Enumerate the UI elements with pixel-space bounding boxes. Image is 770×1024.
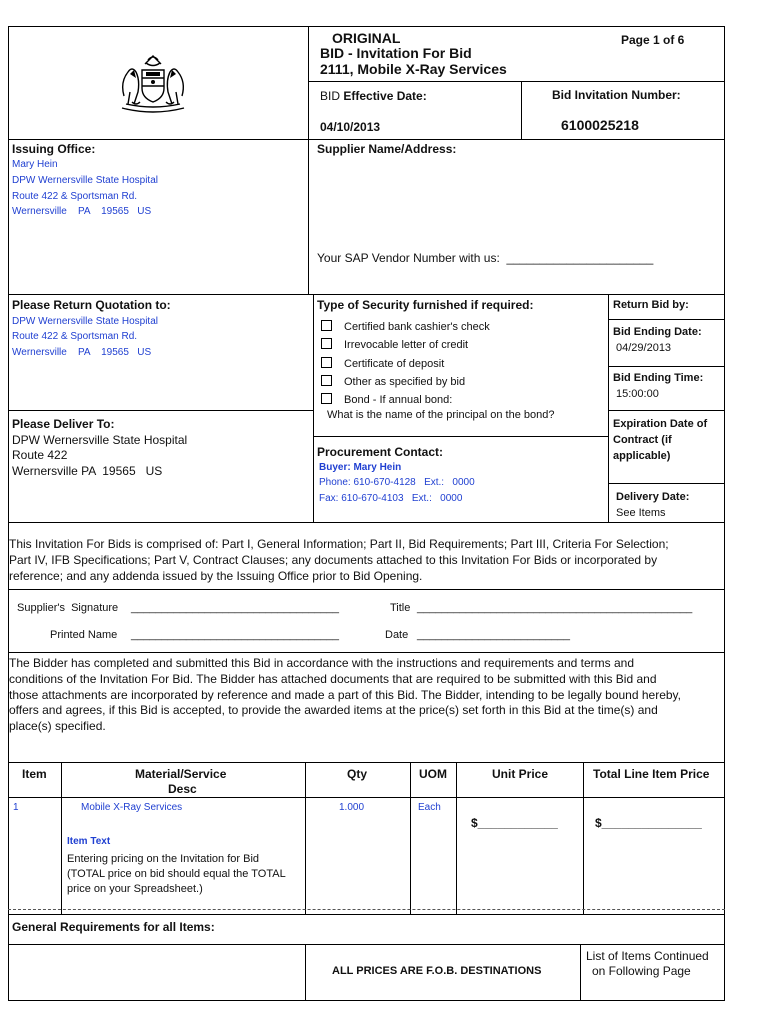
procurement-contact-label: Procurement Contact: bbox=[317, 445, 444, 459]
bid-title-line2: 2111, Mobile X-Ray Services bbox=[320, 61, 507, 77]
bid-invitation-number-label: Bid Invitation Number: bbox=[552, 88, 681, 102]
bid-effective-bold: Effective Date: bbox=[343, 89, 427, 103]
supplier-signature-label: Supplier's Signature bbox=[17, 602, 119, 614]
items-continued-note: on Following Page bbox=[592, 964, 691, 978]
security-option-label: Certified bank cashier's check bbox=[344, 321, 490, 333]
bid-title-line1: BID - Invitation For Bid bbox=[320, 45, 472, 61]
security-option-label: Other as specified by bid bbox=[344, 376, 466, 388]
general-requirements-label: General Requirements for all Items: bbox=[12, 920, 215, 934]
item-text-line: price on your Spreadsheet.) bbox=[67, 883, 203, 895]
fob-destinations-note: ALL PRICES ARE F.O.B. DESTINATIONS bbox=[332, 965, 542, 977]
expiration-date-label: Expiration Date of bbox=[613, 418, 708, 430]
item-text-line: (TOTAL price on bid should equal the TOTAL bbox=[67, 868, 286, 880]
ifb-comprised-text: Part IV, IFB Specifications; Part V, Contract Clauses; any documents attached to this Invitation For Bids or incorporated by bbox=[9, 553, 658, 567]
title-label: Title bbox=[390, 602, 411, 614]
col-header-item: Item bbox=[22, 767, 47, 781]
checkbox-empty-icon[interactable] bbox=[321, 357, 332, 368]
checkbox-empty-icon[interactable] bbox=[321, 375, 332, 386]
printed-name-field[interactable]: __________________________________ bbox=[131, 629, 340, 641]
supplier-signature-field[interactable]: __________________________________ bbox=[131, 602, 340, 614]
return-quotation-line: DPW Wernersville State Hospital bbox=[12, 316, 158, 327]
bid-ending-time: 15:00:00 bbox=[616, 388, 659, 400]
bidder-statement: offers and agrees, if this Bid is accepted, to provide the awarded items at the price(s) set forth in this Bid at the time(s) and bbox=[9, 703, 658, 717]
security-option-cashiers-check[interactable] bbox=[321, 320, 490, 333]
row-qty: 1.000 bbox=[339, 802, 365, 813]
return-quotation-label: Please Return Quotation to: bbox=[12, 298, 171, 312]
date-field[interactable]: _________________________ bbox=[417, 629, 570, 641]
deliver-to-line: Wernersville PA 19565 US bbox=[12, 464, 163, 478]
original-label: ORIGINAL bbox=[332, 30, 401, 46]
ifb-comprised-text: This Invitation For Bids is comprised of: Part I, General Information; Part II, Bid Requirements; Part III, Criteria For Selection; bbox=[9, 537, 669, 551]
row-uom: Each bbox=[418, 802, 441, 813]
security-option-bond[interactable] bbox=[321, 393, 452, 406]
bid-effective-date-value: 04/10/2013 bbox=[320, 120, 381, 134]
col-header-uom: UOM bbox=[419, 767, 447, 781]
security-option-label: Bond - If annual bond: bbox=[344, 394, 453, 406]
bidder-statement: conditions of the Invitation For Bid. The Bidder has attached documents that are required to be submitted with this Bid and bbox=[9, 672, 657, 686]
return-bid-by-label: Return Bid by: bbox=[613, 299, 689, 311]
col-header-qty: Qty bbox=[347, 767, 368, 781]
row-material: Mobile X-Ray Services bbox=[81, 802, 183, 813]
date-label: Date bbox=[385, 629, 409, 641]
security-option-label: Irrevocable letter of credit bbox=[344, 339, 469, 351]
items-continued-note: List of Items Continued bbox=[586, 949, 709, 963]
issuing-office-line: Route 422 & Sportsman Rd. bbox=[12, 191, 138, 202]
buyer-phone: Phone: 610-670-4128 Ext.: 0000 bbox=[319, 477, 475, 488]
delivery-date-label: Delivery Date: bbox=[616, 491, 690, 503]
checkbox-empty-icon[interactable] bbox=[321, 393, 332, 404]
issuing-office-label: Issuing Office: bbox=[12, 142, 96, 156]
deliver-to-label: Please Deliver To: bbox=[12, 417, 115, 431]
col-header-material-desc: Desc bbox=[168, 782, 197, 796]
security-option-letter-of-credit[interactable] bbox=[321, 338, 468, 351]
coat-of-arms-seal-icon bbox=[112, 52, 194, 116]
col-header-material: Material/Service bbox=[135, 767, 227, 781]
bidder-statement: those attachments are incorporated by reference and made a part of this Bid. The Bidder, intending to be legally bound hereby, bbox=[9, 688, 681, 702]
col-header-unit-price: Unit Price bbox=[492, 767, 549, 781]
title-field[interactable]: _____________________________________________ bbox=[417, 602, 693, 614]
security-option-certificate-of-deposit[interactable] bbox=[321, 357, 444, 370]
row-unit-price-field[interactable]: $____________ bbox=[471, 816, 558, 830]
return-quotation-line: Route 422 & Sportsman Rd. bbox=[12, 331, 138, 342]
bidder-statement: The Bidder has completed and submitted this Bid in accordance with the instructions and requirements and terms and bbox=[9, 656, 635, 670]
col-header-total: Total Line Item Price bbox=[593, 767, 710, 781]
issuing-office-line: Wernersville PA 19565 US bbox=[12, 206, 152, 217]
bid-invitation-number: 6100025218 bbox=[561, 117, 639, 133]
deliver-to-line: DPW Wernersville State Hospital bbox=[12, 433, 188, 447]
printed-name-label: Printed Name bbox=[50, 629, 118, 641]
checkbox-empty-icon[interactable] bbox=[321, 320, 332, 331]
bid-effective-date-label bbox=[320, 89, 427, 103]
bid-ending-date: 04/29/2013 bbox=[616, 342, 672, 354]
buyer-fax: Fax: 610-670-4103 Ext.: 0000 bbox=[319, 493, 463, 504]
security-option-other[interactable] bbox=[321, 375, 465, 388]
security-type-label: Type of Security furnished if required: bbox=[317, 298, 534, 312]
item-text-line: Entering pricing on the Invitation for Bid bbox=[67, 853, 260, 865]
security-option-label: Certificate of deposit bbox=[344, 358, 445, 370]
sap-vendor-number-field[interactable]: Your SAP Vendor Number with us: ______________________ bbox=[317, 251, 654, 265]
supplier-name-address-label: Supplier Name/Address: bbox=[317, 142, 457, 156]
row-item-number: 1 bbox=[13, 802, 19, 813]
delivery-date-value: See Items bbox=[616, 507, 666, 519]
deliver-to-line: Route 422 bbox=[12, 448, 68, 462]
expiration-date-label: Contract (if bbox=[613, 434, 672, 446]
checkbox-empty-icon[interactable] bbox=[321, 338, 332, 349]
row-total-price-field[interactable]: $_______________ bbox=[595, 816, 702, 830]
bidder-statement: place(s) specified. bbox=[9, 719, 106, 733]
bid-ending-time-label: Bid Ending Time: bbox=[613, 372, 704, 384]
return-quotation-line: Wernersville PA 19565 US bbox=[12, 347, 152, 358]
issuing-office-line: Mary Hein bbox=[12, 159, 58, 170]
bond-principal-question: What is the name of the principal on the bond? bbox=[327, 409, 555, 421]
issuing-office-line: DPW Wernersville State Hospital bbox=[12, 175, 158, 186]
bid-ending-date-label: Bid Ending Date: bbox=[613, 326, 702, 338]
bid-effective-prefix: BID bbox=[320, 89, 344, 103]
expiration-date-label: applicable) bbox=[613, 450, 671, 462]
page-number: Page 1 of 6 bbox=[621, 33, 685, 47]
ifb-comprised-text: reference; and any addenda issued by the Issuing Office prior to Bid Opening. bbox=[9, 569, 423, 583]
buyer-name: Buyer: Mary Hein bbox=[319, 462, 402, 473]
item-text-label: Item Text bbox=[67, 836, 111, 847]
